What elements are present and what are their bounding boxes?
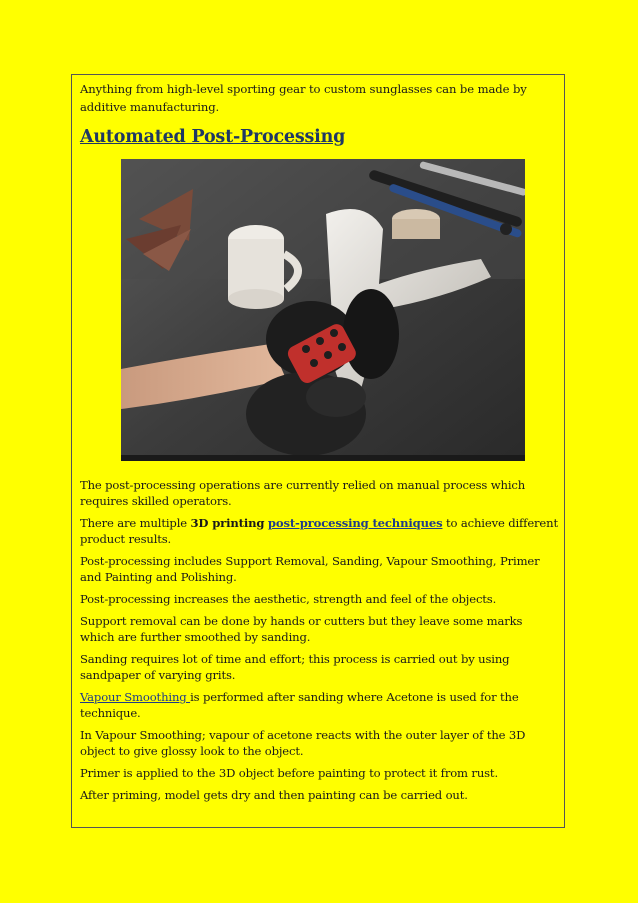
paragraph-text: There are multiple	[80, 516, 191, 530]
paragraph	[80, 515, 558, 547]
bold-term: 3D printing	[190, 516, 265, 530]
intro-text: Anything from high-level sporting gear to custom sunglasses can be made by additive manufacturing.	[80, 82, 527, 114]
paragraph-text: is performed after sanding where Acetone is used for the technique.	[80, 690, 519, 720]
vapour-smoothing-link[interactable]: Vapour Smoothing	[80, 690, 191, 704]
paragraph: Sanding requires lot of time and effort; this process is carried out by using sandpaper of varying grits.	[80, 652, 510, 682]
paragraph	[80, 689, 558, 721]
paragraph-text: to achieve different product results.	[80, 516, 558, 546]
paragraph: The post-processing operations are currently relied on manual process which requires skilled operators.	[80, 478, 526, 508]
paragraph: Post-processing increases the aesthetic, strength and feel of the objects.	[80, 592, 497, 606]
section-heading: Automated Post-Processing	[80, 127, 346, 147]
paragraph: After priming, model gets dry and then painting can be carried out.	[80, 788, 468, 802]
post-processing-techniques-link[interactable]: post-processing techniques	[267, 516, 443, 530]
paragraph: Support removal can be done by hands or cutters but they leave some marks which are further smoothed by sanding.	[80, 614, 523, 644]
paragraph: Post-processing includes Support Removal, Sanding, Vapour Smoothing, Primer and Painting and Polishing.	[80, 554, 540, 584]
paragraph: In Vapour Smoothing; vapour of acetone reacts with the outer layer of the 3D object to give glossy look to the object.	[80, 728, 526, 758]
content-frame	[71, 74, 565, 828]
post-processing-photo	[121, 159, 525, 461]
body-text	[80, 477, 558, 809]
paragraph: Primer is applied to the 3D object before painting to protect it from rust.	[80, 766, 498, 780]
